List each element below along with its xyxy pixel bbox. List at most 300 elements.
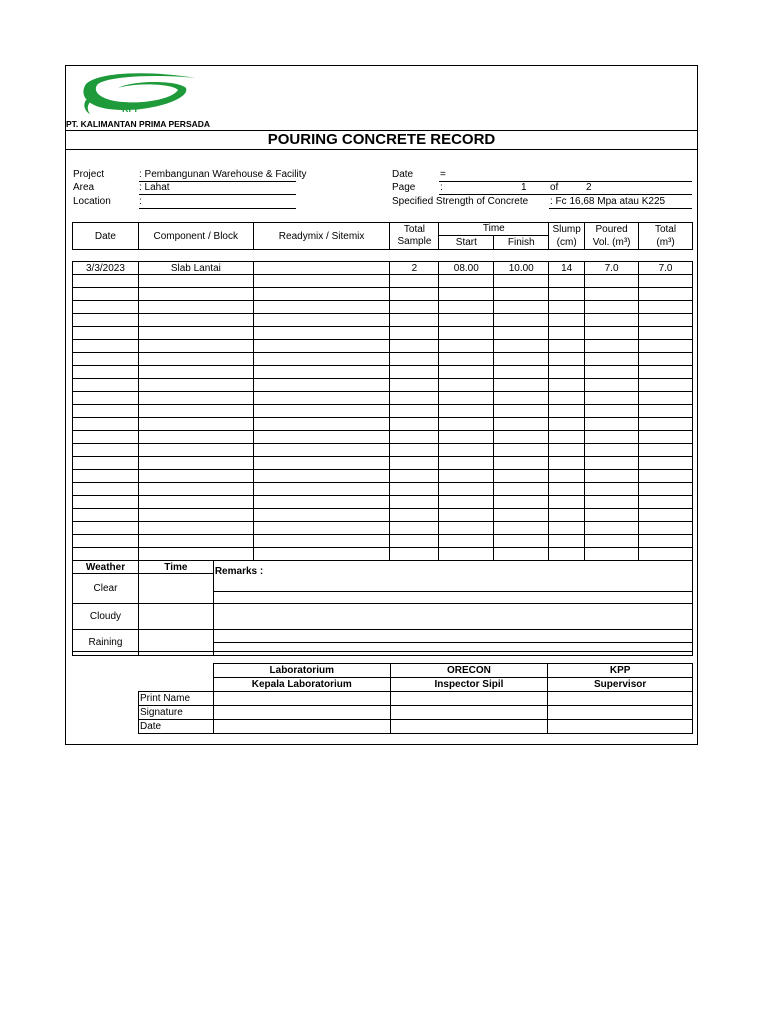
cell-total-sample[interactable] [390,457,439,470]
cell-date[interactable]: 3/3/2023 [73,262,139,275]
area-value: : Lahat [139,182,170,193]
table-row [73,327,693,340]
cell-total-sample[interactable] [390,535,439,548]
cell-component[interactable] [138,535,253,548]
cell-total-sample[interactable] [390,275,439,288]
record-table-body [72,261,693,561]
cell-start[interactable] [439,535,494,548]
cell-start[interactable] [439,483,494,496]
sig-role-kpp: Supervisor [548,678,693,692]
cell-poured-vol[interactable] [585,327,639,340]
sig-org-orecon: ORECON [390,664,548,678]
cell-finish[interactable] [494,392,549,405]
sig-row-signature: Signature [139,706,214,720]
cell-readymix[interactable] [253,548,390,561]
cell-component[interactable] [138,470,253,483]
cell-date[interactable] [73,275,139,288]
cell-finish[interactable] [494,353,549,366]
cell-readymix[interactable] [253,275,390,288]
sig-cell[interactable] [213,692,390,706]
cell-total-sample[interactable] [390,301,439,314]
cell-readymix[interactable] [253,509,390,522]
cell-readymix[interactable] [253,314,390,327]
cell-total-sample[interactable] [390,405,439,418]
remarks-line[interactable] [213,643,692,656]
sig-role-orecon: Inspector Sipil [390,678,548,692]
table-row [73,366,693,379]
cell-total-vol[interactable] [639,496,693,509]
cell-component[interactable] [138,275,253,288]
table-row [73,496,693,509]
date-value: = [440,169,446,180]
cell-readymix[interactable] [253,301,390,314]
cell-readymix[interactable] [253,327,390,340]
cell-readymix[interactable] [253,366,390,379]
cell-finish[interactable]: 10.00 [494,262,549,275]
sig-org-laboratorium: Laboratorium [213,664,390,678]
cell-date[interactable] [73,366,139,379]
cell-poured-vol[interactable] [585,431,639,444]
sig-org-kpp: KPP [548,664,693,678]
cell-poured-vol[interactable] [585,340,639,353]
cell-date[interactable] [73,418,139,431]
header-poured-line1: Poured [595,224,628,235]
header-total [639,223,693,250]
cell-readymix[interactable] [253,392,390,405]
cell-total-vol[interactable] [639,353,693,366]
cell-component[interactable] [138,288,253,301]
cell-slump[interactable] [549,288,585,301]
cell-poured-vol[interactable] [585,366,639,379]
cell-slump[interactable] [549,327,585,340]
cell-slump[interactable] [549,418,585,431]
cell-component[interactable] [138,496,253,509]
table-row [73,470,693,483]
cell-finish[interactable] [494,327,549,340]
cell-component[interactable] [138,418,253,431]
weather-option-raining: Raining [73,630,139,656]
table-row [73,379,693,392]
cell-slump[interactable] [549,457,585,470]
cell-total-vol[interactable] [639,444,693,457]
cell-start[interactable] [439,548,494,561]
cell-total-vol[interactable] [639,288,693,301]
cell-start[interactable] [439,444,494,457]
table-row [73,483,693,496]
cell-slump[interactable] [549,301,585,314]
cell-poured-vol[interactable] [585,457,639,470]
cell-component[interactable] [138,366,253,379]
cell-finish[interactable] [494,444,549,457]
cell-date[interactable] [73,405,139,418]
cell-start[interactable] [439,275,494,288]
cell-total-vol[interactable] [639,548,693,561]
cell-readymix[interactable] [253,379,390,392]
cell-total-vol[interactable] [639,418,693,431]
cell-component[interactable] [138,509,253,522]
weather-remarks-table [72,560,693,656]
date-label: Date [392,169,414,180]
weather-option-cloudy: Cloudy [73,604,139,630]
record-table-header [72,222,693,250]
cell-finish[interactable] [494,431,549,444]
cell-slump[interactable] [549,535,585,548]
cell-start[interactable] [439,509,494,522]
cell-poured-vol[interactable] [585,405,639,418]
cell-slump[interactable] [549,366,585,379]
cell-poured-vol[interactable] [585,535,639,548]
page-title: POURING CONCRETE RECORD [65,130,698,150]
table-row [73,444,693,457]
date-underline [439,181,692,182]
table-row [73,431,693,444]
cell-component[interactable] [138,353,253,366]
page-underline [439,194,692,195]
cell-component[interactable] [138,314,253,327]
cell-finish[interactable] [494,457,549,470]
cell-total-sample[interactable] [390,314,439,327]
cell-poured-vol[interactable] [585,379,639,392]
page-of: of [550,182,559,193]
cell-start[interactable] [439,340,494,353]
cell-total-sample[interactable] [390,353,439,366]
cell-total-sample[interactable] [390,366,439,379]
header-finish: Finish [494,235,549,249]
cell-date[interactable] [73,444,139,457]
cell-poured-vol[interactable] [585,275,639,288]
header-slump-line2: (cm) [556,237,577,248]
sig-cell[interactable] [213,706,390,720]
location-underline [139,208,296,209]
signature-corner [139,678,214,692]
cell-poured-vol[interactable] [585,522,639,535]
header-total-line2: (m³) [656,237,675,248]
section-divider [72,651,693,652]
cell-date[interactable] [73,314,139,327]
cell-finish[interactable] [494,340,549,353]
cell-start[interactable] [439,431,494,444]
table-row [73,301,693,314]
cell-slump[interactable] [549,509,585,522]
header-slump-line1: Slump [552,224,581,235]
cell-date[interactable] [73,522,139,535]
cell-start[interactable] [439,418,494,431]
sig-role-laboratorium: Kepala Laboratorium [213,678,390,692]
cell-readymix[interactable] [253,444,390,457]
cell-slump[interactable] [549,379,585,392]
area-label: Area [73,182,95,193]
cell-total-sample[interactable] [390,444,439,457]
cell-total-vol[interactable] [639,314,693,327]
cell-start[interactable] [439,457,494,470]
cell-total-vol[interactable] [639,366,693,379]
cell-total-sample[interactable] [390,548,439,561]
header-total-line1: Total [654,224,677,235]
table-row [73,522,693,535]
cell-slump[interactable] [549,522,585,535]
cell-readymix[interactable] [253,470,390,483]
cell-readymix[interactable] [253,457,390,470]
remarks-line[interactable] [213,630,692,643]
cell-date[interactable] [73,496,139,509]
cell-finish[interactable] [494,405,549,418]
cell-start[interactable] [439,366,494,379]
cell-slump[interactable] [549,548,585,561]
cell-start[interactable] [439,522,494,535]
weather-option-clear: Clear [73,574,139,604]
cell-slump[interactable] [549,340,585,353]
cell-date[interactable] [73,457,139,470]
cell-total-vol[interactable] [639,340,693,353]
table-row [73,392,693,405]
cell-readymix[interactable] [253,418,390,431]
cell-total-vol[interactable] [639,431,693,444]
sig-cell[interactable] [548,692,693,706]
company-name: PT. KALIMANTAN PRIMA PERSADA [66,119,211,129]
cell-date[interactable] [73,301,139,314]
header-poured [585,223,639,250]
cell-finish[interactable] [494,314,549,327]
cell-component[interactable] [138,522,253,535]
cell-total-vol[interactable] [639,379,693,392]
cell-start[interactable] [439,392,494,405]
cell-total-vol[interactable] [639,470,693,483]
cell-finish[interactable] [494,275,549,288]
cell-date[interactable] [73,288,139,301]
time-header: Time [138,561,213,574]
cell-component[interactable] [138,444,253,457]
page-label: Page [392,182,416,193]
header-component: Component / Block [138,223,253,250]
cell-total-vol[interactable] [639,405,693,418]
cell-finish[interactable] [494,379,549,392]
cell-finish[interactable] [494,496,549,509]
cell-readymix[interactable] [253,522,390,535]
cell-start[interactable] [439,405,494,418]
cell-finish[interactable] [494,288,549,301]
cell-date[interactable] [73,535,139,548]
cell-date[interactable] [73,353,139,366]
cell-date[interactable] [73,340,139,353]
cell-date[interactable] [73,327,139,340]
sig-cell[interactable] [213,720,390,734]
table-row [73,418,693,431]
cell-poured-vol[interactable] [585,483,639,496]
cell-total-sample[interactable] [390,470,439,483]
cell-readymix[interactable] [253,353,390,366]
cell-start[interactable] [439,301,494,314]
header-slump [549,223,585,250]
sig-row-print-name: Print Name [139,692,214,706]
cell-poured-vol[interactable] [585,444,639,457]
strength-underline [549,208,692,209]
cell-component[interactable] [138,340,253,353]
table-row [73,353,693,366]
cell-readymix[interactable] [253,288,390,301]
cell-total-vol[interactable] [639,392,693,405]
page-colon: : [440,182,443,193]
cell-component[interactable]: Slab Lantai [138,262,253,275]
cell-poured-vol[interactable] [585,470,639,483]
cell-readymix[interactable] [253,340,390,353]
cell-total-sample[interactable] [390,496,439,509]
cell-component[interactable] [138,327,253,340]
cell-finish[interactable] [494,509,549,522]
sig-row-date: Date [139,720,214,734]
cell-total-sample[interactable] [390,327,439,340]
strength-value: : Fc 16,68 Mpa atau K225 [550,196,666,207]
table-row [73,405,693,418]
cell-poured-vol[interactable] [585,418,639,431]
table-row [73,509,693,522]
location-value: : [139,196,142,207]
weather-time-clear[interactable] [138,574,213,604]
header-date: Date [73,223,139,250]
cell-poured-vol[interactable] [585,392,639,405]
table-row [73,314,693,327]
cell-date[interactable] [73,379,139,392]
cell-total-sample[interactable] [390,522,439,535]
company-logo [78,70,203,116]
cell-finish[interactable] [494,483,549,496]
cell-start[interactable]: 08.00 [439,262,494,275]
cell-total-sample[interactable] [390,379,439,392]
cell-finish[interactable] [494,418,549,431]
sig-cell[interactable] [390,706,548,720]
table-row [73,340,693,353]
cell-total-sample[interactable] [390,509,439,522]
sig-cell[interactable] [390,692,548,706]
cell-start[interactable] [439,470,494,483]
table-row [73,288,693,301]
cell-total-sample[interactable] [390,288,439,301]
project-value: : Pembangunan Warehouse & Facility [139,169,307,180]
header-total-sample-line2: Sample [397,236,432,247]
cell-total-sample[interactable] [390,418,439,431]
cell-poured-vol[interactable] [585,548,639,561]
cell-start[interactable] [439,288,494,301]
cell-total-sample[interactable] [390,431,439,444]
cell-slump[interactable] [549,431,585,444]
cell-start[interactable] [439,353,494,366]
cell-slump[interactable]: 14 [549,262,585,275]
header-total-sample-line1: Total [403,224,426,235]
cell-total-vol[interactable] [639,522,693,535]
table-row [73,275,693,288]
location-label: Location [73,196,111,207]
cell-poured-vol[interactable] [585,314,639,327]
cell-finish[interactable] [494,548,549,561]
cell-slump[interactable] [549,353,585,366]
cell-total-vol[interactable] [639,327,693,340]
table-row [73,535,693,548]
cell-slump[interactable] [549,496,585,509]
header-time: Time [439,223,549,236]
cell-total-vol[interactable] [639,509,693,522]
project-label: Project [73,169,105,180]
cell-start[interactable] [439,379,494,392]
cell-date[interactable] [73,431,139,444]
cell-slump[interactable] [549,275,585,288]
cell-poured-vol[interactable]: 7.0 [585,262,639,275]
cell-date[interactable] [73,470,139,483]
cell-component[interactable] [138,457,253,470]
cell-finish[interactable] [494,366,549,379]
cell-finish[interactable] [494,470,549,483]
cell-total-vol[interactable] [639,275,693,288]
cell-total-vol[interactable] [639,457,693,470]
signature-table [138,663,693,734]
cell-total-sample[interactable] [390,392,439,405]
cell-component[interactable] [138,379,253,392]
cell-finish[interactable] [494,535,549,548]
cell-component[interactable] [138,483,253,496]
cell-total-vol[interactable]: 7.0 [639,262,693,275]
table-row [73,548,693,561]
cell-date[interactable] [73,483,139,496]
cell-component[interactable] [138,431,253,444]
sig-cell[interactable] [548,720,693,734]
cell-readymix[interactable] [253,405,390,418]
signature-corner [139,664,214,678]
remarks-line[interactable] [213,592,692,604]
table-row [73,457,693,470]
cell-poured-vol[interactable] [585,509,639,522]
cell-slump[interactable] [549,314,585,327]
cell-total-sample[interactable] [390,483,439,496]
cell-readymix[interactable] [253,262,390,275]
cell-total-vol[interactable] [639,483,693,496]
cell-readymix[interactable] [253,431,390,444]
table-row [73,262,693,275]
cell-poured-vol[interactable] [585,288,639,301]
cell-readymix[interactable] [253,496,390,509]
cell-slump[interactable] [549,405,585,418]
cell-slump[interactable] [549,483,585,496]
cell-date[interactable] [73,392,139,405]
cell-total-vol[interactable] [639,301,693,314]
cell-component[interactable] [138,392,253,405]
cell-total-sample[interactable] [390,340,439,353]
cell-finish[interactable] [494,522,549,535]
cell-readymix[interactable] [253,535,390,548]
cell-slump[interactable] [549,470,585,483]
cell-start[interactable] [439,327,494,340]
cell-component[interactable] [138,405,253,418]
cell-total-vol[interactable] [639,535,693,548]
logo-text: KPP [122,104,141,114]
cell-component[interactable] [138,301,253,314]
remarks-line[interactable] [213,604,692,630]
cell-poured-vol[interactable] [585,301,639,314]
cell-poured-vol[interactable] [585,353,639,366]
weather-time-cloudy[interactable] [138,604,213,630]
cell-finish[interactable] [494,301,549,314]
cell-total-sample[interactable]: 2 [390,262,439,275]
sig-cell[interactable] [548,706,693,720]
cell-slump[interactable] [549,444,585,457]
cell-start[interactable] [439,496,494,509]
cell-poured-vol[interactable] [585,496,639,509]
cell-date[interactable] [73,548,139,561]
cell-readymix[interactable] [253,483,390,496]
sig-cell[interactable] [390,720,548,734]
cell-component[interactable] [138,548,253,561]
cell-start[interactable] [439,314,494,327]
cell-date[interactable] [73,509,139,522]
cell-slump[interactable] [549,392,585,405]
weather-header: Weather [73,561,139,574]
